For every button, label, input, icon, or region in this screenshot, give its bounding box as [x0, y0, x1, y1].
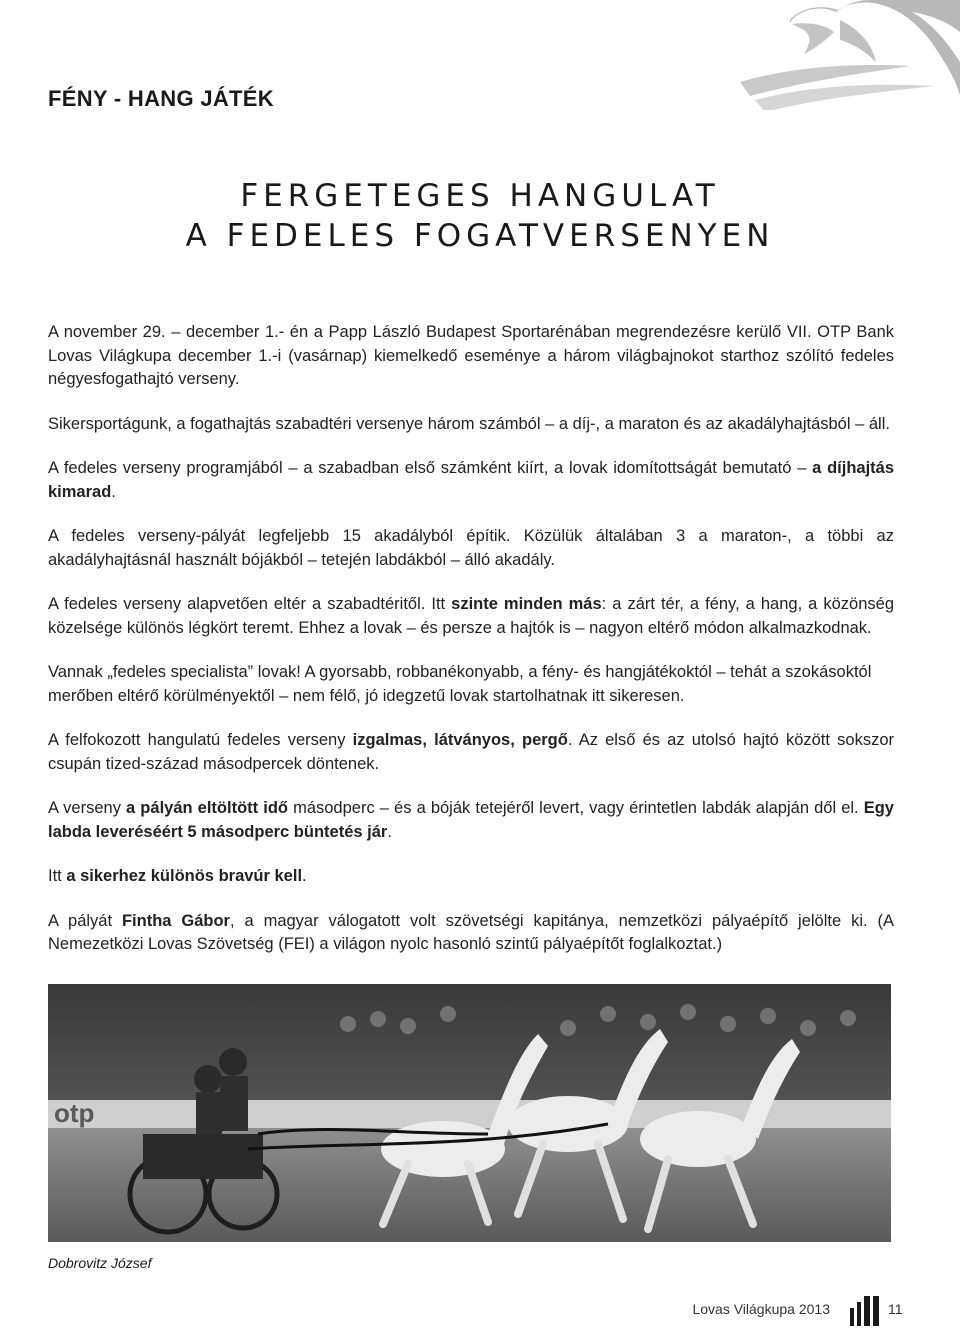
- p9-end: .: [302, 867, 307, 885]
- p8-end: .: [387, 822, 392, 841]
- article-body: [48, 321, 894, 978]
- paragraph-8: [48, 797, 894, 844]
- article-title: [0, 176, 960, 256]
- p7-text: A felfokozott hangulatú fedeles verseny: [48, 731, 353, 749]
- page-number: 11: [888, 1301, 903, 1317]
- paragraph-7: [48, 729, 894, 776]
- p8-bold-2: Egy labda leveréséért 5 másodperc büntetés jár: [48, 799, 894, 841]
- paragraph-4: A fedeles verseny-pályát legfeljebb 15 akadályból építik. Közülük általában 3 a maraton-, a többi az akadályhajtásnál használt bójákból – tetején labdákból – álló akadály.: [48, 527, 894, 569]
- carriage-photo: [48, 984, 891, 1242]
- p10-end: , a magyar válogatott volt szövetségi kapitánya, nemzetközi pályaépítő jelölte ki. (A Nemezetközi Lovas Szövetség (FEI) a világon nyolc hasonló szintű pályaépítőt foglalkoztat.): [48, 911, 895, 953]
- section-label: FÉNY - HANG JÁTÉK: [48, 86, 274, 111]
- p7-bold: izgalmas, látványos, pergő: [352, 731, 568, 749]
- carriage-photo-illustration: [48, 984, 891, 1242]
- paragraph-6: Vannak „fedeles specialista” lovak! A gyorsabb, robbanékonyabb, a fény- és hangjátékoktól – tehát a szokásoktól merőben eltérő körülményektől – nem félő, jó idegzetű lovak startolhatnak itt sikeresen.: [48, 663, 872, 705]
- p5-end: : a zárt tér, a fény, a hang, a közönség közelsége különös légkört teremt. Ehhez a lovak – és persze a hajtók is – nagyon eltérő módon alkalmazkodnak.: [48, 595, 895, 637]
- p7-end: . Az első és az utolsó hajtó között sokszor csupán tized-század másodpercek döntenek.: [48, 731, 894, 773]
- p8-text-2: másodperc – és a bóják tetejéről levert, vagy érintetlen labdák alapján dől el.: [287, 799, 864, 817]
- paragraph-2: Sikersportágunk, a fogathajtás szabadtéri versenye három számból – a díj-, a maraton és az akadályhajtásból – áll.: [48, 414, 890, 433]
- p10-bold: Fintha Gábor: [121, 911, 230, 930]
- footer-bars-icon: [850, 1296, 880, 1326]
- paragraph-9: [48, 865, 894, 889]
- p3-text: A fedeles verseny programjából – a szabadban első számként kiírt, a lovak idomítottságát bemutató –: [48, 459, 813, 477]
- horse-logo-icon: [720, 0, 960, 110]
- title-line-1: FERGETEGES HANGULAT: [240, 178, 720, 214]
- photo-caption: Dobrovitz József: [48, 1255, 152, 1271]
- footer-publication: Lovas Világkupa 2013: [692, 1301, 830, 1317]
- p3-end: .: [111, 482, 116, 501]
- p10-text: A pályát: [48, 911, 122, 930]
- p9-text: Itt: [48, 867, 67, 885]
- title-line-2: A FEDELES FOGATVERSENYEN: [185, 218, 775, 254]
- paragraph-3: [48, 457, 894, 504]
- p3-bold: a díjhajtás kimarad: [48, 459, 895, 501]
- p5-bold: szinte minden más: [451, 595, 602, 613]
- paragraph-10: [48, 910, 894, 957]
- p9-bold: a sikerhez különös bravúr kell: [66, 867, 303, 885]
- paragraph-5: [48, 593, 894, 640]
- paragraph-1: A november 29. – december 1.- én a Papp László Budapest Sportarénában megrendezésre kerülő VII. OTP Bank Lovas Világkupa december 1.-i (vasárnap) kiemelkedő eseménye a három világbajnokot starthoz szólító fedeles négyesfogathajtó verseny.: [48, 323, 894, 388]
- p8-text: A verseny: [48, 799, 127, 817]
- p5-text: A fedeles verseny alapvetően eltér a szabadtéritől. Itt: [48, 595, 452, 613]
- otp-banner-text: otp: [54, 1098, 95, 1128]
- p8-bold-1: a pályán eltöltött idő: [126, 799, 288, 817]
